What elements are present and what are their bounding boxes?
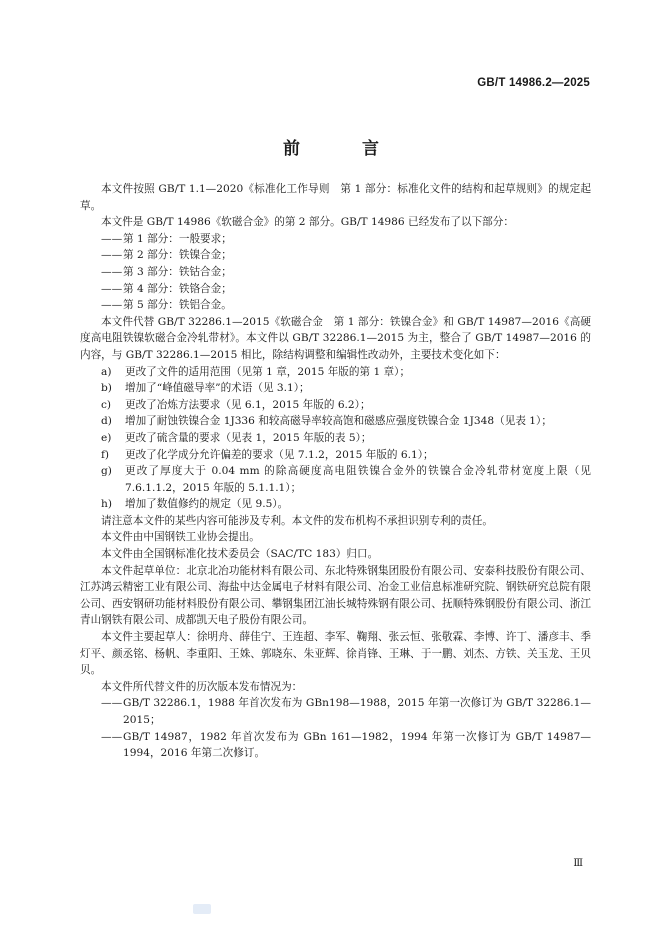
list-item: g) 更改了厚度大于 0.04 mm 的除高硬度高电阻铁镍合金外的铁镍合金冷轧带材宽度上限（见 7.6.1.1.2，2015 年版的 5.1.1.1）； bbox=[101, 465, 591, 494]
foreword-body bbox=[80, 181, 591, 762]
paragraph-drafting-units: 本文件起草单位：北京北冶功能材料有限公司、东北特殊钢集团股份有限公司、安泰科技股份有限公司、江苏鸿云精密工业有限公司、海盐中达金属电子材料有限公司、冶金工业信息标准研究院、钢铁研究总院有限公司、西安钢研功能材料股份有限公司、攀钢集团江油长城特殊钢有限公司、抚顺特殊钢股份有限公司、浙江青山钢铁有限公司、成都凯天电子股份有限公司。 bbox=[80, 564, 591, 627]
list-item: ——第 5 部分：铁铝合金。 bbox=[101, 299, 232, 312]
list-item: ——第 1 部分：一般要求； bbox=[101, 232, 232, 245]
part-label: 第 3 部分：铁钴合金； bbox=[123, 265, 232, 278]
list-item: c) 更改了冶炼方法要求（见 6.1，2015 年版的 6.2）； bbox=[101, 398, 371, 411]
part-label: 第 1 部分：一般要求； bbox=[123, 232, 232, 245]
list-item: f) 更改了化学成分允许偏差的要求（见 7.1.2，2015 年版的 6.1）； bbox=[101, 448, 434, 461]
list-item: ——第 3 部分：铁钴合金； bbox=[101, 265, 232, 278]
paragraph-proposed-by: 本文件由中国钢铁工业协会提出。 bbox=[101, 531, 260, 544]
paragraph-part-intro: 本文件是 GB/T 14986《软磁合金》的第 2 部分。GB/T 14986 已经发布了以下部分： bbox=[101, 216, 514, 229]
page-title: 前 言 bbox=[283, 139, 407, 159]
part-label: 第 2 部分：铁镍合金； bbox=[123, 249, 232, 262]
paragraph-drafting-rules: 本文件按照 GB/T 1.1—2020《标准化工作导则 第 1 部分：标准化文件的结构和起草规则》的规定起草。 bbox=[80, 183, 591, 212]
list-item: d) 增加了耐蚀铁镍合金 1J336 和较高磁导率较高饱和磁感应强度铁镍合金 1J348（见表 1）； bbox=[101, 415, 552, 428]
page-number: Ⅲ bbox=[573, 858, 583, 869]
watermark-logo bbox=[193, 904, 211, 914]
part-label: 第 5 部分：铁铝合金。 bbox=[123, 299, 232, 312]
paragraph-drafters: 本文件主要起草人：徐明舟、薛佳宁、王连超、李军、鞠翔、张云恒、张敬霖、李博、许丁、潘彦丰、季灯平、颜丞铭、杨帆、李重阳、王姝、郭晓东、朱亚辉、徐肖锋、王琳、于一鹏、刘杰、方铁、关玉龙、王贝贝。 bbox=[80, 631, 591, 677]
part-label: 第 4 部分：铁铬合金； bbox=[123, 282, 232, 295]
list-item: a) 更改了文件的适用范围（见第 1 章，2015 年版的第 1 章）； bbox=[101, 365, 411, 378]
list-item: e) 更改了硫含量的要求（见表 1，2015 年版的表 5）； bbox=[101, 431, 372, 444]
list-item: —— GB/T 14987，1982 年首次发布为 GBn 161—1982，1994 年第一次修订为 GB/T 14987—1994，2016 年第二次修订。 bbox=[101, 730, 591, 760]
list-item: ——第 4 部分：铁铬合金； bbox=[101, 282, 232, 295]
list-item: b) 增加了“峰值磁导率”的术语（见 3.1）； bbox=[101, 382, 310, 395]
list-item: ——第 2 部分：铁镍合金； bbox=[101, 249, 232, 262]
paragraph-under-jurisdiction: 本文件由全国钢标准化技术委员会（SAC/TC 183）归口。 bbox=[101, 548, 379, 561]
paragraph-history-intro: 本文件所代替文件的历次版本发布情况为： bbox=[101, 680, 303, 693]
paragraph-replaces: 本文件代替 GB/T 32286.1—2015《软磁合金 第 1 部分：铁镍合金》和 GB/T 14987—2016《高硬度高电阻铁镍软磁合金冷轧带材》。本文件以 GB/T 32286.1—2015 为主，整合了 GB/T 14987—2016 的内容，与 GB/T 32286.1—2015 相比，除结构调整和编辑性改动外，主要技术变化如下： bbox=[80, 315, 591, 361]
standard-code: GB/T 14986.2—2025 bbox=[477, 77, 590, 89]
paragraph-patent-notice: 请注意本文件的某些内容可能涉及专利。本文件的发布机构不承担识别专利的责任。 bbox=[101, 514, 493, 527]
list-item: h) 增加了数值修约的规定（见 9.5）。 bbox=[101, 498, 289, 511]
list-item: —— GB/T 32286.1，1988 年首次发布为 GBn198—1988，2015 年第一次修订为 GB/T 32286.1—2015； bbox=[101, 697, 591, 726]
changes-list bbox=[80, 364, 591, 513]
